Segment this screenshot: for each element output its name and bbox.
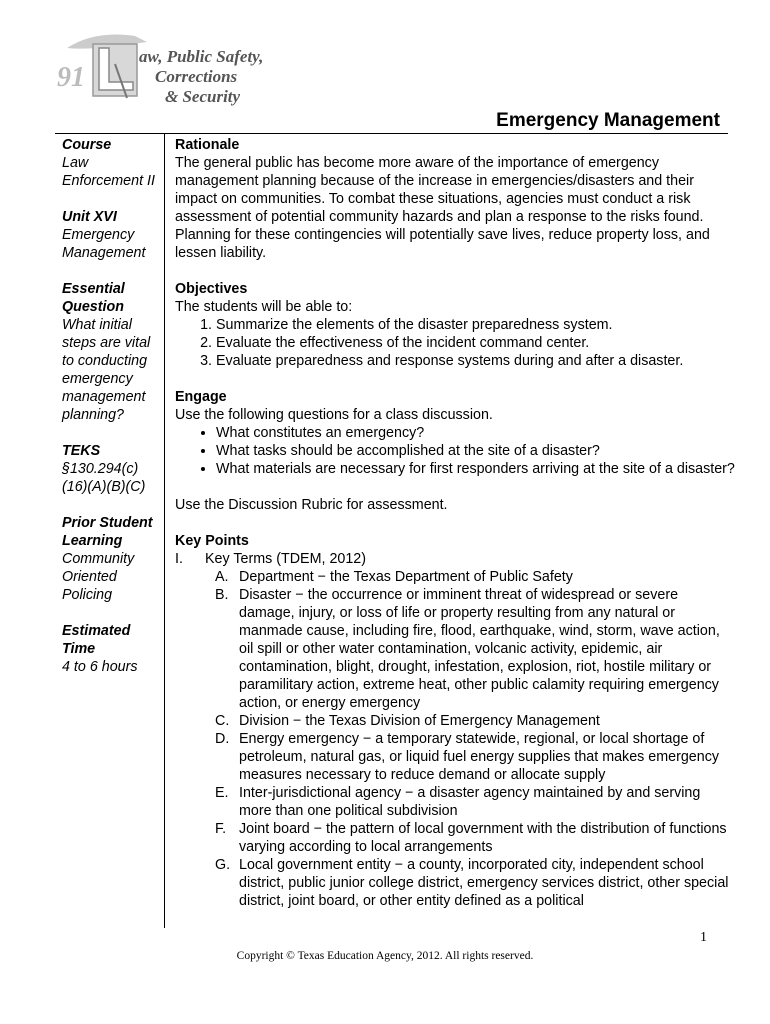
list-item: A. Department − the Texas Department of Public Safety [215, 569, 573, 585]
engage-note: Use the Discussion Rubric for assessment. [175, 497, 448, 513]
key-terms-list [215, 568, 735, 910]
list-item: • What materials are necessary for first responders arriving at the site of a disaster? [216, 460, 735, 478]
logo-prefix: 91 [57, 62, 85, 93]
list-item: • What constitutes an emergency? [216, 424, 735, 442]
list-item: 2. Evaluate the effectiveness of the incident command center. [216, 334, 735, 352]
logo-line3: & Security [165, 87, 241, 106]
engage-list [175, 424, 735, 478]
essential-question-section [62, 280, 162, 424]
header-rule [55, 133, 728, 134]
teks-label: TEKS [62, 443, 101, 459]
logo-line2: Corrections [155, 67, 238, 86]
essential-question-label: Essential Question [62, 281, 125, 315]
main-content [175, 136, 735, 910]
column-divider [164, 133, 165, 928]
engage-heading: Engage [175, 389, 227, 405]
page-number: 1 [700, 930, 707, 945]
list-item: • What tasks should be accomplished at the site of a disaster? [216, 442, 735, 460]
course-section [62, 136, 162, 190]
list-item: G. Local government entity − a county, incorporated city, independent school district, public junior college district, emergency services district, other special district, joint board, or other entity defined as a political [215, 857, 729, 909]
estimated-time-value: 4 to 6 hours [62, 659, 138, 675]
rationale-text: The general public has become more aware of the importance of emergency management planning because of the increase in emergencies/disasters and their impact on communities. To combat these situations, agencies must conduct a risk assessment of potential community hazards and plan a response to the risks found. Planning for these contingencies will potentially save lives, reduce property loss, and lessen liability. [175, 155, 710, 261]
objectives-intro: The students will be able to: [175, 299, 353, 315]
unit-section [62, 208, 162, 262]
key-points-heading: Key Points [175, 533, 249, 549]
key-point-item [175, 550, 735, 568]
teks-value: §130.294(c) (16)(A)(B)(C) [62, 461, 146, 495]
list-item: E. Inter-jurisdictional agency − a disaster agency maintained by and serving more than one political subdivision [215, 785, 701, 819]
prior-learning-label: Prior Student Learning [62, 515, 153, 549]
list-item: 1. Summarize the elements of the disaster preparedness system. [216, 316, 735, 334]
copyright-notice: Copyright © Texas Education Agency, 2012. All rights reserved. [236, 950, 534, 962]
estimated-time-section [62, 622, 162, 676]
list-item: 3. Evaluate preparedness and response systems during and after a disaster. [216, 352, 735, 370]
logo-line1: aw, Public Safety, [139, 47, 264, 66]
list-item: C. Division − the Texas Division of Emergency Management [215, 713, 600, 729]
list-item: F. Joint board − the pattern of local government with the distribution of functions varying according to local arrangements [215, 821, 727, 855]
prior-learning-section [62, 514, 162, 604]
program-logo [55, 28, 285, 108]
objectives-heading: Objectives [175, 281, 248, 297]
estimated-time-label: Estimated Time [62, 623, 131, 657]
rationale-heading: Rationale [175, 137, 240, 153]
engage-intro: Use the following questions for a class discussion. [175, 407, 493, 423]
unit-value: Emergency Management [62, 227, 146, 261]
document-title: Emergency Management [496, 110, 720, 131]
list-item: D. Energy emergency − a temporary statewide, regional, or local shortage of petroleum, natural gas, or liquid fuel energy supplies that makes emergency measures necessary to reduce demand or allocate supply [215, 731, 719, 783]
prior-learning-value: Community Oriented Policing [62, 551, 135, 603]
course-label: Course [62, 137, 112, 153]
course-value: Law Enforcement II [62, 155, 155, 189]
essential-question-value: What initial steps are vital to conducting emergency management planning? [62, 317, 151, 423]
key-point-number: I. [175, 551, 183, 567]
unit-label: Unit XVI [62, 209, 117, 225]
teks-section [62, 442, 162, 496]
key-point-title: Key Terms (TDEM, 2012) [205, 551, 367, 567]
sidebar [62, 136, 162, 694]
objectives-list [175, 316, 735, 370]
list-item: B. Disaster − the occurrence or imminent threat of widespread or severe damage, injury, or loss of life or property resulting from any natural or manmade cause, including fire, flood, earthquake, wind, storm, wave action, oil spill or other water contamination, volcanic activity, epidemic, air contamination, blight, drought, infestation, explosion, riot, hostile military or paramilitary action, extreme heat, other public calamity requiring emergency action, or energy emergency [215, 587, 720, 711]
